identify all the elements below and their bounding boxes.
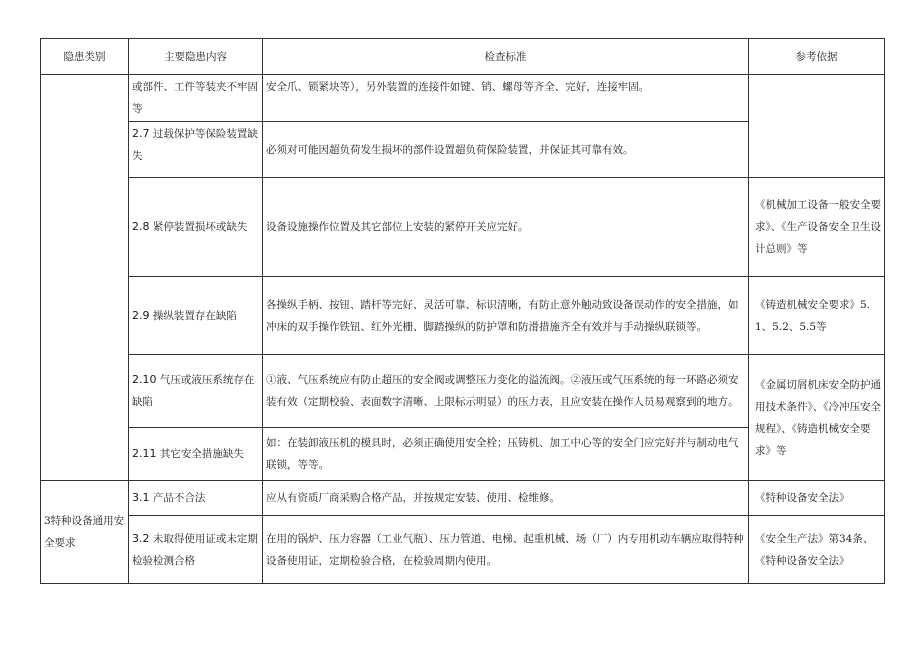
table-header-row [41,39,885,75]
content-cell [129,277,263,355]
content-cell [129,355,263,428]
standard-cell: 在用的锅炉、压力容器（工业气瓶）、压力管道、电梯、起重机械、场（厂）内专用机动车辆应取得特种设备使用证，定期检验合格，在检验周期内使用。 [263,516,749,584]
content-text: 操纵装置存在缺陷 [152,309,237,322]
content-cell [129,75,263,122]
basis-cell: 《金属切屑机床安全防护通用技术条件》、《冷冲压安全规程》、《铸造机械安全要求》等 [749,355,885,481]
standard-cell: 如：在装卸液压机的模具时，必须正确使用安全栓；压铸机、加工中心等的安全门应完好并与制动电气联锁，等等。 [263,428,749,481]
standard-cell: 应从有资质厂商采购合格产品，并按规定安装、使用、检维修。 [263,481,749,516]
content-cell [129,516,263,584]
item-number: 3.1 [132,491,150,504]
standard-cell: 设备设施操作位置及其它部位上安装的紧停开关应完好。 [263,178,749,277]
item-number: 3.2 [132,531,150,545]
item-number: 2.8 [132,220,150,233]
table-row [41,75,885,122]
table-row [41,277,885,355]
table-row [41,355,885,428]
basis-cell: 《特种设备安全法》 [749,481,885,516]
table-row [41,178,885,277]
basis-cell: 《机械加工设备一般安全要求》、《生产设备安全卫生设计总则》等 [749,178,885,277]
content-text: 过载保护等保险装置缺失 [132,128,258,162]
basis-cell-empty [749,75,885,178]
header-standard: 检查标准 [263,39,749,75]
content-cell [129,428,263,481]
standard-cell: ①液、气压系统应有防止超压的安全阀或调整压力变化的溢流阀。②液压或气压系统的每一环路必须安装有效（定期校验、表面数字清晰、上限标示明显）的压力表，且应安装在操作人员易观察到的地方。 [263,355,749,428]
header-basis: 参考依据 [749,39,885,75]
header-category: 隐患类别 [41,39,129,75]
item-number: 2.9 [132,308,150,322]
category-cell-empty [41,75,129,481]
header-content: 主要隐患内容 [129,39,263,75]
content-text: 或部件、工件等装夹不牢固等 [132,81,258,115]
content-text: 未取得使用证或未定期检验检测合格 [132,532,258,567]
table-row [41,481,885,516]
content-cell [129,122,263,178]
content-cell [129,481,263,516]
content-text: 紧停装置损坏或缺失 [152,221,248,233]
hazard-table [40,38,885,584]
document-page [40,38,884,584]
content-text: 产品不合法 [152,492,206,504]
basis-cell: 《铸造机械安全要求》5.1、5.2、5.5等 [749,277,885,355]
item-number: 2.10 [132,373,157,386]
standard-cell: 安全爪、锁紧块等），另外装置的连接件如键、销、螺母等齐全、完好，连接牢固。 [263,75,749,122]
item-number: 2.11 [132,447,157,460]
category-cell: 3特种设备通用安全要求 [41,481,129,584]
item-number: 2.7 [132,127,150,140]
content-text: 气压或液压系统存在缺陷 [132,374,255,408]
content-cell [129,178,263,277]
standard-cell: 必须对可能因超负荷发生损坏的部件设置超负荷保险装置，并保证其可靠有效。 [263,122,749,178]
table-row [41,516,885,584]
standard-cell: 各操纵手柄、按钮、踏杆等完好、灵活可靠、标识清晰，有防止意外触动致设备误动作的安全措施，如冲床的双手操作铁钮、红外光栅、脚踏操纵的防护罩和防滑措施齐全有效并与手动操纵联锁等。 [263,277,749,355]
basis-cell: 《安全生产法》第34条、《特种设备安全法》 [749,516,885,584]
content-text: 其它安全措施缺失 [159,448,244,460]
